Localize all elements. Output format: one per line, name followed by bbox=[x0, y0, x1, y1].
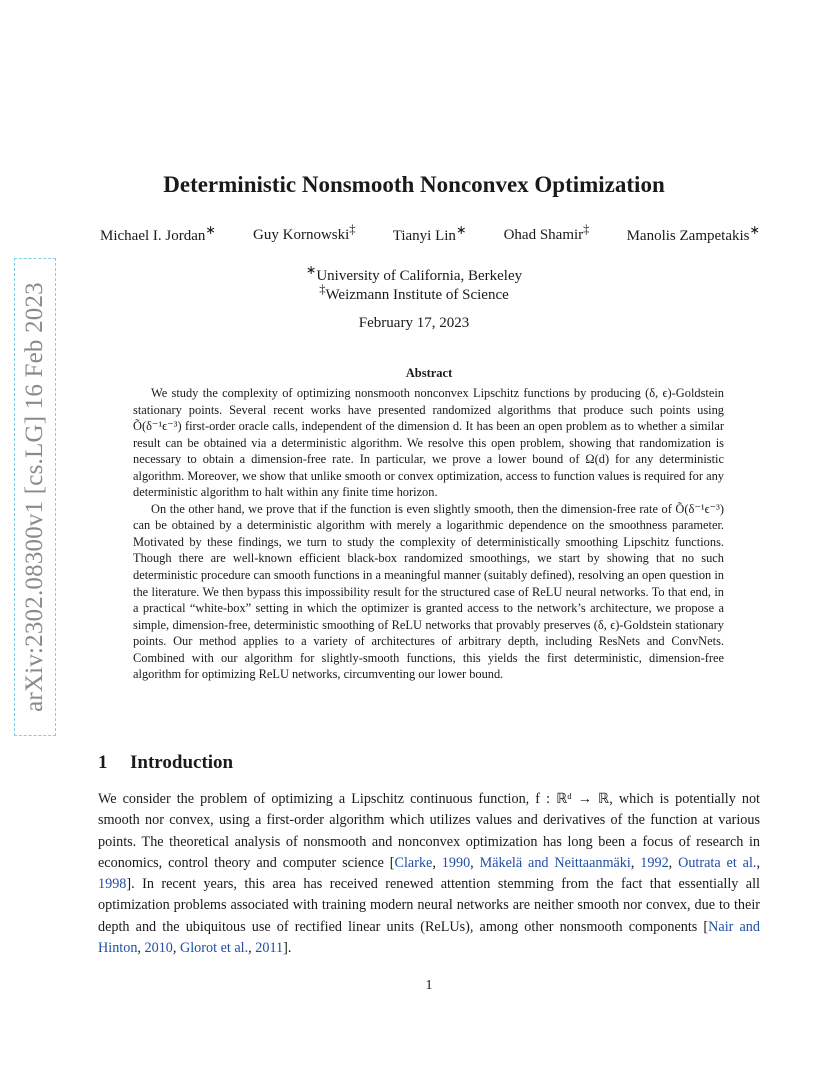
citation-link[interactable]: Glorot et al. bbox=[179, 940, 249, 957]
citation-link[interactable]: Outrata et al. bbox=[678, 854, 757, 871]
publication-date: February 17, 2023 bbox=[358, 315, 470, 331]
citation-link[interactable]: Clarke bbox=[394, 854, 433, 871]
citation-link[interactable]: 2011 bbox=[255, 940, 284, 957]
citation-link[interactable]: Mäkelä and Neittaanmäki bbox=[479, 854, 631, 871]
author: Ohad Shamir‡ bbox=[503, 222, 590, 243]
citation-link[interactable]: 1998 bbox=[98, 876, 127, 893]
abstract-body bbox=[133, 385, 724, 683]
citation-link[interactable]: Nair and Hinton bbox=[98, 918, 760, 957]
abstract-paragraph: We study the complexity of optimizing nonsmooth nonconvex Lipschitz functions by producing (δ, ϵ)-Goldstein stationary points. Several recent works have presented randomized algorithms that produce such points using Õ(δ⁻¹ϵ⁻³) first-order oracle calls, independent of the dimension d. It has been an open problem as to whether a similar result can be obtained via a deterministic algorithm. We resolve this open problem, showing that randomization is necessary to obtain a dimension-free rate. In particular, we prove a lower bound of Ω(d) for any deterministic algorithm. Moreover, we show that unlike smooth or convex optimization, access to function values is required for any deterministic algorithm to halt within any finite time horizon. bbox=[133, 386, 724, 500]
citation-link[interactable]: 2010 bbox=[144, 940, 173, 957]
citation-link[interactable]: 1992 bbox=[640, 854, 669, 871]
author: Tianyi Lin∗ bbox=[392, 223, 467, 244]
author: Guy Kornowski‡ bbox=[253, 222, 356, 243]
introduction-body bbox=[98, 789, 760, 959]
paper-title: Deterministic Nonsmooth Nonconvex Optimization bbox=[163, 172, 665, 197]
introduction-paragraph: We consider the problem of optimizing a Lipschitz continuous function, f : ℝᵈ → ℝ, which is potentially not smooth nor convex, using a first-order algorithm which utilizes values and derivatives of the function at various points. The theoretical analysis of nonsmooth and nonconvex optimization has long been a focus of research in economics, control theory and computer science [Clarke, 1990, Mäkelä and Neittaanmäki, 1992, Outrata et al., 1998]. In recent years, this area has received renewed attention stemming from the fact that essentially all optimization problems associated with training modern neural networks are neither smooth nor convex, due to their depth and the ubiquitous use of rectified linear units (ReLUs), among other nonsmooth components [Nair and Hinton, 2010, Glorot et al., 2011]. bbox=[98, 791, 760, 957]
section-heading bbox=[98, 752, 233, 774]
section-title: Introduction bbox=[130, 752, 234, 773]
abstract-paragraph: On the other hand, we prove that if the function is even slightly smooth, then the dimension-free rate of Õ(δ⁻¹ϵ⁻³) can be obtained by a deterministic algorithm with merely a logarithmic dependence on the smoothness parameter. Motivated by these findings, we turn to study the complexity of deterministically smoothing Lipschitz functions. Though there are well-known efficient black-box randomized smoothings, we start by showing that no such deterministic procedure can smooth functions in a meaningful manner (suitably defined), resolving an open question in the literature. We then bypass this impossibility result for the structured case of ReLU neural networks. To that end, in a practical “white-box” setting in which the optimizer is granted access to the network’s architecture, we propose a simple, dimension-free, deterministic smoothing of ReLU networks that provably preserves (δ, ϵ)-Goldstein stationary points. Our method applies to a variety of architectures of arbitrary depth, including ResNets and ConvNets. Combined with our algorithm for slightly-smooth functions, this yields the first deterministic, dimension-free algorithm for optimizing ReLU networks, circumventing our lower bound. bbox=[133, 501, 724, 682]
author-list bbox=[100, 222, 760, 245]
affiliation: ‡Weizmann Institute of Science bbox=[319, 282, 509, 303]
arxiv-identifier-text: arXiv:2302.08300v1 [cs.LG] 16 Feb 2023 bbox=[21, 282, 48, 712]
author: Michael I. Jordan∗ bbox=[100, 223, 216, 244]
page-number: 1 bbox=[425, 978, 433, 993]
section-number: 1 bbox=[98, 752, 108, 773]
author: Manolis Zampetakis∗ bbox=[626, 223, 760, 244]
affiliation: ∗University of California, Berkeley bbox=[305, 263, 523, 284]
citation-link[interactable]: 1990 bbox=[441, 854, 471, 871]
abstract-heading: Abstract bbox=[405, 366, 453, 380]
